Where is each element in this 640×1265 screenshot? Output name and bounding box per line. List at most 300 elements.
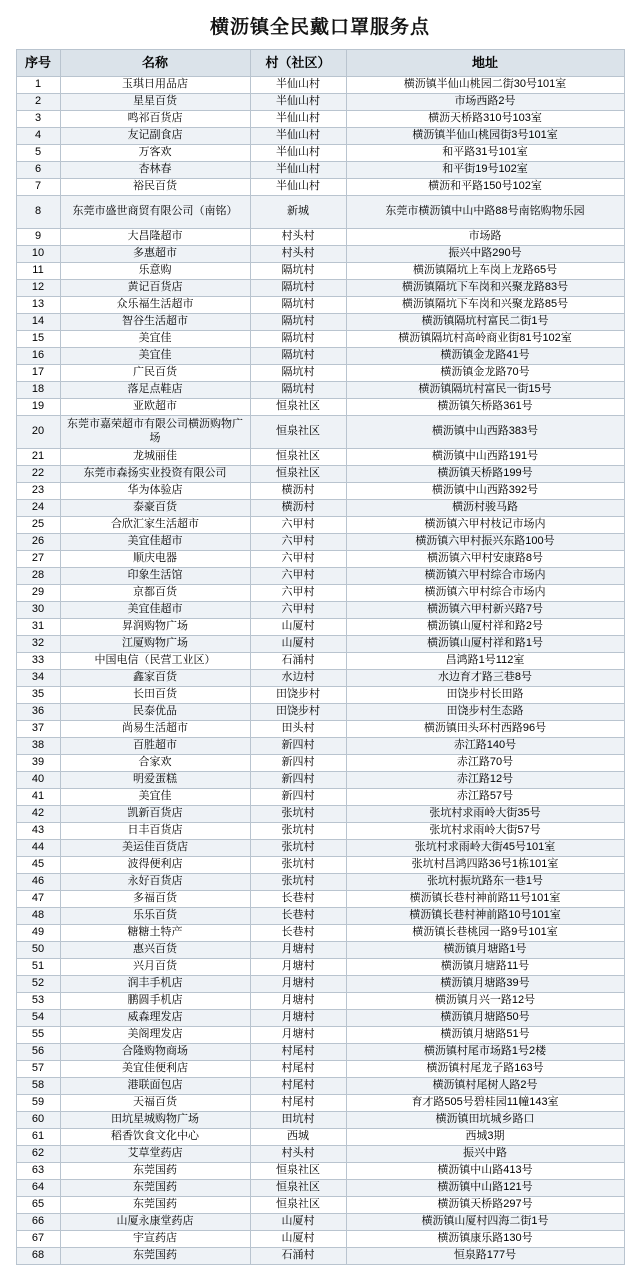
- table-row: [16, 162, 624, 179]
- table-row: [16, 959, 624, 976]
- service-points-table: [16, 49, 625, 1265]
- table-row: [16, 670, 624, 687]
- cell-index: 64: [16, 1180, 60, 1197]
- cell-address: 横沥镇康乐路130号: [346, 1231, 624, 1248]
- cell-village: 村尾村: [250, 1078, 346, 1095]
- cell-village: 月塘村: [250, 942, 346, 959]
- table-row: [16, 145, 624, 162]
- table-header: [16, 50, 624, 77]
- cell-address: 横沥镇中山路121号: [346, 1180, 624, 1197]
- cell-village: 半仙山村: [250, 162, 346, 179]
- cell-village: 村尾村: [250, 1044, 346, 1061]
- cell-name: 明爱蛋糕: [60, 772, 250, 789]
- cell-name: 东莞市嘉荣超市有限公司横沥购物广场: [60, 416, 250, 449]
- cell-index: 2: [16, 94, 60, 111]
- table-row: [16, 1044, 624, 1061]
- cell-address: 张坑村求雨岭大街57号: [346, 823, 624, 840]
- cell-index: 4: [16, 128, 60, 145]
- cell-name: 美宜佳便利店: [60, 1061, 250, 1078]
- cell-address: 和平路31号101室: [346, 145, 624, 162]
- cell-index: 20: [16, 416, 60, 449]
- cell-village: 半仙山村: [250, 94, 346, 111]
- cell-village: 半仙山村: [250, 77, 346, 94]
- cell-village: 新城: [250, 196, 346, 229]
- cell-name: 昇润购物广场: [60, 619, 250, 636]
- cell-name: 美宜佳: [60, 789, 250, 806]
- cell-village: 西城: [250, 1129, 346, 1146]
- table-body: [16, 77, 624, 1265]
- table-row: [16, 942, 624, 959]
- cell-index: 33: [16, 653, 60, 670]
- table-row: [16, 263, 624, 280]
- cell-address: 振兴中路290号: [346, 246, 624, 263]
- cell-name: 东莞国药: [60, 1163, 250, 1180]
- table-row: [16, 976, 624, 993]
- cell-village: 新四村: [250, 772, 346, 789]
- table-row: [16, 585, 624, 602]
- cell-name: 广民百货: [60, 365, 250, 382]
- cell-village: 石涌村: [250, 653, 346, 670]
- cell-index: 17: [16, 365, 60, 382]
- cell-village: 隔坑村: [250, 365, 346, 382]
- cell-index: 51: [16, 959, 60, 976]
- cell-address: 横沥镇山厦村祥和路2号: [346, 619, 624, 636]
- cell-name: 尚易生活超市: [60, 721, 250, 738]
- cell-name: 乐意购: [60, 263, 250, 280]
- table-row: [16, 738, 624, 755]
- table-row: [16, 755, 624, 772]
- cell-address: 横沥镇田坑城乡路口: [346, 1112, 624, 1129]
- cell-address: 张坑村昌鸿四路36号1栋101室: [346, 857, 624, 874]
- table-row: [16, 1197, 624, 1214]
- table-row: [16, 77, 624, 94]
- cell-index: 5: [16, 145, 60, 162]
- cell-index: 67: [16, 1231, 60, 1248]
- cell-village: 山厦村: [250, 636, 346, 653]
- cell-index: 16: [16, 348, 60, 365]
- table-row: [16, 874, 624, 891]
- cell-village: 半仙山村: [250, 145, 346, 162]
- cell-index: 35: [16, 687, 60, 704]
- table-row: [16, 687, 624, 704]
- table-row: [16, 179, 624, 196]
- table-row: [16, 840, 624, 857]
- cell-address: 横沥镇村尾树人路2号: [346, 1078, 624, 1095]
- table-row: [16, 1061, 624, 1078]
- cell-address: 横沥镇隔坑上车岗上龙路65号: [346, 263, 624, 280]
- table-row: [16, 128, 624, 145]
- cell-village: 张坑村: [250, 806, 346, 823]
- cell-address: 赤江路140号: [346, 738, 624, 755]
- cell-address: 横沥镇中山路413号: [346, 1163, 624, 1180]
- cell-index: 21: [16, 449, 60, 466]
- cell-address: 横沥镇金龙路41号: [346, 348, 624, 365]
- cell-name: 艾草堂药店: [60, 1146, 250, 1163]
- cell-index: 65: [16, 1197, 60, 1214]
- cell-name: 多惠超市: [60, 246, 250, 263]
- cell-name: 糖糖土特产: [60, 925, 250, 942]
- cell-address: 横沥镇天桥路199号: [346, 466, 624, 483]
- cell-index: 59: [16, 1095, 60, 1112]
- cell-index: 31: [16, 619, 60, 636]
- cell-address: 横沥镇金龙路70号: [346, 365, 624, 382]
- cell-village: 六甲村: [250, 568, 346, 585]
- cell-index: 57: [16, 1061, 60, 1078]
- cell-village: 隔坑村: [250, 280, 346, 297]
- cell-index: 1: [16, 77, 60, 94]
- cell-index: 62: [16, 1146, 60, 1163]
- cell-name: 众乐福生活超市: [60, 297, 250, 314]
- table-row: [16, 806, 624, 823]
- table-row: [16, 500, 624, 517]
- cell-village: 月塘村: [250, 993, 346, 1010]
- table-row: [16, 1214, 624, 1231]
- cell-address: 横沥镇中山西路383号: [346, 416, 624, 449]
- cell-index: 53: [16, 993, 60, 1010]
- cell-address: 横沥镇六甲村综合市场内: [346, 568, 624, 585]
- cell-index: 43: [16, 823, 60, 840]
- cell-address: 横沥镇隔坑下车岗和兴聚龙路85号: [346, 297, 624, 314]
- cell-address: 横沥镇田头环村西路96号: [346, 721, 624, 738]
- cell-name: 威森理发店: [60, 1010, 250, 1027]
- table-row: [16, 1231, 624, 1248]
- cell-index: 46: [16, 874, 60, 891]
- cell-village: 恒泉社区: [250, 416, 346, 449]
- cell-index: 22: [16, 466, 60, 483]
- table-row: [16, 1129, 624, 1146]
- cell-index: 58: [16, 1078, 60, 1095]
- cell-address: 横沥镇矢桥路361号: [346, 399, 624, 416]
- table-row: [16, 653, 624, 670]
- cell-village: 六甲村: [250, 534, 346, 551]
- cell-village: 恒泉社区: [250, 466, 346, 483]
- cell-address: 横沥镇月兴一路12号: [346, 993, 624, 1010]
- cell-name: 润丰手机店: [60, 976, 250, 993]
- table-row: [16, 1078, 624, 1095]
- cell-name: 印象生活馆: [60, 568, 250, 585]
- cell-village: 隔坑村: [250, 331, 346, 348]
- table-row: [16, 568, 624, 585]
- cell-address: 横沥镇天桥路297号: [346, 1197, 624, 1214]
- cell-index: 15: [16, 331, 60, 348]
- cell-village: 半仙山村: [250, 128, 346, 145]
- cell-village: 村尾村: [250, 1061, 346, 1078]
- cell-name: 美阁理发店: [60, 1027, 250, 1044]
- table-row: [16, 1112, 624, 1129]
- cell-index: 63: [16, 1163, 60, 1180]
- cell-index: 48: [16, 908, 60, 925]
- cell-village: 村头村: [250, 1146, 346, 1163]
- cell-index: 38: [16, 738, 60, 755]
- cell-name: 田坑星城购物广场: [60, 1112, 250, 1129]
- table-row: [16, 229, 624, 246]
- table-row: [16, 704, 624, 721]
- cell-index: 68: [16, 1248, 60, 1265]
- cell-name: 美宜佳: [60, 348, 250, 365]
- cell-index: 11: [16, 263, 60, 280]
- cell-address: 横沥镇村尾龙子路163号: [346, 1061, 624, 1078]
- cell-index: 7: [16, 179, 60, 196]
- table-row: [16, 94, 624, 111]
- cell-address: 振兴中路: [346, 1146, 624, 1163]
- cell-name: 合家欢: [60, 755, 250, 772]
- table-row: [16, 466, 624, 483]
- cell-village: 半仙山村: [250, 111, 346, 128]
- cell-index: 44: [16, 840, 60, 857]
- table-row: [16, 331, 624, 348]
- cell-village: 村头村: [250, 229, 346, 246]
- table-row: [16, 517, 624, 534]
- cell-village: 山厦村: [250, 1214, 346, 1231]
- cell-index: 14: [16, 314, 60, 331]
- cell-index: 13: [16, 297, 60, 314]
- cell-name: 乐乐百货: [60, 908, 250, 925]
- cell-address: 横沥镇村尾市场路1号2楼: [346, 1044, 624, 1061]
- cell-index: 36: [16, 704, 60, 721]
- cell-village: 田饶步村: [250, 687, 346, 704]
- cell-name: 美宜佳超市: [60, 534, 250, 551]
- table-row: [16, 891, 624, 908]
- cell-name: 日丰百货店: [60, 823, 250, 840]
- table-row: [16, 449, 624, 466]
- cell-address: 西城3期: [346, 1129, 624, 1146]
- cell-address: 横沥镇月塘路39号: [346, 976, 624, 993]
- cell-village: 张坑村: [250, 857, 346, 874]
- cell-name: 永好百货店: [60, 874, 250, 891]
- cell-index: 42: [16, 806, 60, 823]
- cell-address: 横沥和平路150号102室: [346, 179, 624, 196]
- cell-name: 江厦购物广场: [60, 636, 250, 653]
- cell-name: 落足点鞋店: [60, 382, 250, 399]
- cell-village: 村头村: [250, 246, 346, 263]
- cell-name: 中国电信（民营工业区）: [60, 653, 250, 670]
- cell-address: 赤江路70号: [346, 755, 624, 772]
- cell-village: 六甲村: [250, 585, 346, 602]
- cell-name: 华为体验店: [60, 483, 250, 500]
- cell-address: 横沥镇山厦村祥和路1号: [346, 636, 624, 653]
- cell-name: 星星百货: [60, 94, 250, 111]
- cell-village: 新四村: [250, 755, 346, 772]
- cell-index: 12: [16, 280, 60, 297]
- cell-name: 东莞市森扬实业投资有限公司: [60, 466, 250, 483]
- cell-village: 山厦村: [250, 619, 346, 636]
- table-row: [16, 1163, 624, 1180]
- cell-index: 19: [16, 399, 60, 416]
- cell-village: 横沥村: [250, 500, 346, 517]
- cell-village: 六甲村: [250, 551, 346, 568]
- cell-name: 百胜超市: [60, 738, 250, 755]
- cell-address: 水边育才路三巷8号: [346, 670, 624, 687]
- table-row: [16, 196, 624, 229]
- table-row: [16, 1010, 624, 1027]
- cell-village: 水边村: [250, 670, 346, 687]
- column-header-index: 序号: [16, 50, 60, 77]
- cell-address: 横沥镇六甲村振兴东路100号: [346, 534, 624, 551]
- cell-address: 张坑村振坑路东一巷1号: [346, 874, 624, 891]
- cell-village: 长巷村: [250, 925, 346, 942]
- cell-village: 隔坑村: [250, 263, 346, 280]
- cell-index: 41: [16, 789, 60, 806]
- cell-index: 52: [16, 976, 60, 993]
- table-row: [16, 1146, 624, 1163]
- cell-name: 京都百货: [60, 585, 250, 602]
- cell-name: 合隆购物商场: [60, 1044, 250, 1061]
- cell-address: 张坑村求雨岭大街45号101室: [346, 840, 624, 857]
- cell-address: 横沥镇月塘路51号: [346, 1027, 624, 1044]
- cell-name: 合欣汇家生活超市: [60, 517, 250, 534]
- table-row: [16, 1027, 624, 1044]
- table-row: [16, 399, 624, 416]
- cell-address: 横沥镇半仙山桃园二街30号101室: [346, 77, 624, 94]
- cell-name: 鸣祁百货店: [60, 111, 250, 128]
- cell-address: 育才路505号碧桂园11幢143室: [346, 1095, 624, 1112]
- cell-name: 兴月百货: [60, 959, 250, 976]
- cell-village: 隔坑村: [250, 382, 346, 399]
- cell-village: 长巷村: [250, 908, 346, 925]
- cell-village: 恒泉社区: [250, 399, 346, 416]
- table-row: [16, 348, 624, 365]
- cell-index: 28: [16, 568, 60, 585]
- cell-village: 六甲村: [250, 602, 346, 619]
- cell-village: 恒泉社区: [250, 1197, 346, 1214]
- cell-index: 32: [16, 636, 60, 653]
- cell-address: 横沥镇六甲村安康路8号: [346, 551, 624, 568]
- cell-name: 友记副食店: [60, 128, 250, 145]
- table-row: [16, 314, 624, 331]
- cell-address: 横沥镇中山西路392号: [346, 483, 624, 500]
- table-row: [16, 636, 624, 653]
- cell-index: 66: [16, 1214, 60, 1231]
- cell-village: 新四村: [250, 738, 346, 755]
- cell-index: 26: [16, 534, 60, 551]
- cell-index: 27: [16, 551, 60, 568]
- cell-index: 34: [16, 670, 60, 687]
- cell-name: 惠兴百货: [60, 942, 250, 959]
- cell-village: 恒泉社区: [250, 1180, 346, 1197]
- cell-village: 恒泉社区: [250, 1163, 346, 1180]
- cell-address: 横沥镇六甲村枝记市场内: [346, 517, 624, 534]
- cell-name: 亚欧超市: [60, 399, 250, 416]
- cell-index: 3: [16, 111, 60, 128]
- cell-village: 隔坑村: [250, 348, 346, 365]
- cell-address: 横沥镇长巷桃园一路9号101室: [346, 925, 624, 942]
- cell-index: 50: [16, 942, 60, 959]
- cell-name: 民泰优品: [60, 704, 250, 721]
- cell-name: 稻香饮食文化中心: [60, 1129, 250, 1146]
- cell-name: 美宜佳超市: [60, 602, 250, 619]
- cell-index: 37: [16, 721, 60, 738]
- cell-name: 东莞国药: [60, 1180, 250, 1197]
- cell-address: 横沥天桥路310号103室: [346, 111, 624, 128]
- cell-name: 黄记百货店: [60, 280, 250, 297]
- cell-name: 东莞市盛世商贸有限公司（南铭）: [60, 196, 250, 229]
- cell-name: 天福百货: [60, 1095, 250, 1112]
- cell-village: 恒泉社区: [250, 449, 346, 466]
- table-row: [16, 925, 624, 942]
- cell-name: 凯新百货店: [60, 806, 250, 823]
- cell-name: 山厦永康堂药店: [60, 1214, 250, 1231]
- cell-name: 泰豪百货: [60, 500, 250, 517]
- cell-index: 54: [16, 1010, 60, 1027]
- cell-address: 横沥镇月塘路11号: [346, 959, 624, 976]
- cell-index: 6: [16, 162, 60, 179]
- table-row: [16, 483, 624, 500]
- column-header-name: 名称: [60, 50, 250, 77]
- column-header-address: 地址: [346, 50, 624, 77]
- cell-index: 55: [16, 1027, 60, 1044]
- cell-address: 横沥镇月塘路50号: [346, 1010, 624, 1027]
- cell-address: 和平街19号102室: [346, 162, 624, 179]
- page-title: 横沥镇全民戴口罩服务点: [209, 17, 430, 38]
- cell-index: 56: [16, 1044, 60, 1061]
- cell-village: 张坑村: [250, 840, 346, 857]
- table-row: [16, 280, 624, 297]
- cell-index: 10: [16, 246, 60, 263]
- table-header-row: [16, 50, 624, 77]
- cell-address: 横沥镇中山西路191号: [346, 449, 624, 466]
- cell-name: 美运佳百货店: [60, 840, 250, 857]
- cell-index: 8: [16, 196, 60, 229]
- table-row: [16, 534, 624, 551]
- cell-index: 23: [16, 483, 60, 500]
- table-row: [16, 823, 624, 840]
- cell-address: 横沥镇半仙山桃园街3号101室: [346, 128, 624, 145]
- table-row: [16, 789, 624, 806]
- cell-name: 鑫家百货: [60, 670, 250, 687]
- cell-address: 田饶步村长田路: [346, 687, 624, 704]
- table-row: [16, 1180, 624, 1197]
- cell-address: 昌鸿路1号112室: [346, 653, 624, 670]
- cell-name: 龙城丽佳: [60, 449, 250, 466]
- cell-name: 宇宣药店: [60, 1231, 250, 1248]
- table-row: [16, 772, 624, 789]
- cell-address: 横沥镇隔坑村高岭商业街81号102室: [346, 331, 624, 348]
- cell-village: 月塘村: [250, 976, 346, 993]
- table-row: [16, 602, 624, 619]
- cell-village: 隔坑村: [250, 314, 346, 331]
- cell-name: 港联面包店: [60, 1078, 250, 1095]
- cell-address: 赤江路57号: [346, 789, 624, 806]
- cell-address: 横沥镇月塘路1号: [346, 942, 624, 959]
- cell-address: 横沥镇六甲村新兴路7号: [346, 602, 624, 619]
- cell-village: 月塘村: [250, 1027, 346, 1044]
- table-row: [16, 551, 624, 568]
- table-row: [16, 619, 624, 636]
- cell-index: 40: [16, 772, 60, 789]
- cell-name: 波得便利店: [60, 857, 250, 874]
- cell-address: 市场西路2号: [346, 94, 624, 111]
- cell-address: 横沥镇六甲村综合市场内: [346, 585, 624, 602]
- cell-village: 新四村: [250, 789, 346, 806]
- cell-village: 隔坑村: [250, 297, 346, 314]
- table-row: [16, 246, 624, 263]
- cell-village: 田坑村: [250, 1112, 346, 1129]
- cell-name: 美宜佳: [60, 331, 250, 348]
- cell-name: 多福百货: [60, 891, 250, 908]
- table-row: [16, 416, 624, 449]
- cell-village: 横沥村: [250, 483, 346, 500]
- cell-village: 田饶步村: [250, 704, 346, 721]
- cell-address: 赤江路12号: [346, 772, 624, 789]
- cell-index: 30: [16, 602, 60, 619]
- cell-address: 横沥镇山厦村四海二街1号: [346, 1214, 624, 1231]
- table-row: [16, 993, 624, 1010]
- cell-index: 47: [16, 891, 60, 908]
- cell-address: 横沥镇隔坑下车岗和兴聚龙路83号: [346, 280, 624, 297]
- cell-village: 长巷村: [250, 891, 346, 908]
- cell-village: 六甲村: [250, 517, 346, 534]
- cell-name: 玉琪日用品店: [60, 77, 250, 94]
